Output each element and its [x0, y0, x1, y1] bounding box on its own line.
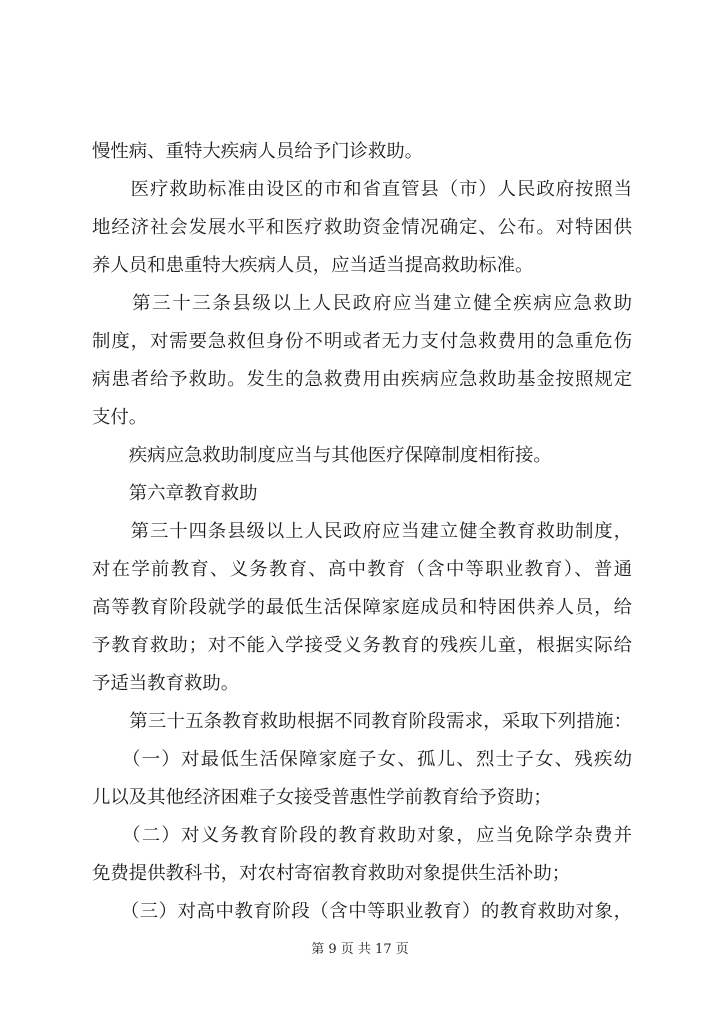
text-line: 予教育救助；对不能入学接受义务教育的残疾儿童，根据实际给	[92, 635, 632, 656]
page-number-footer: 第 9 页 共 17 页	[311, 942, 409, 957]
text-line: 高等教育阶段就学的最低生活保障家庭成员和特困供养人员，给	[92, 597, 632, 618]
body-text	[92, 133, 632, 931]
text-line: 医疗救助标准由设区的市和省直管县（市）人民政府按照当	[92, 179, 632, 200]
text-line: 养人员和患重特大疾病人员，应当适当提高救助标准。	[92, 255, 534, 276]
text-line: 儿以及其他经济困难子女接受普惠性学前教育给予资助；	[92, 787, 552, 808]
text-line: 对在学前教育、义务教育、高中教育（含中等职业教育）、普通	[92, 559, 632, 580]
text-line: 第三十四条县级以上人民政府应当建立健全教育救助制度，	[92, 521, 632, 542]
text-line: 慢性病、重特大疾病人员给予门诊救助。	[92, 141, 424, 162]
chapter-heading: 第六章教育救助	[92, 483, 258, 504]
text-line: 地经济社会发展水平和医疗救助资金情况确定、公布。对特困供	[92, 217, 632, 238]
text-line: （二）对义务教育阶段的教育救助对象，应当免除学杂费并	[92, 825, 632, 846]
text-line: 疾病应急救助制度应当与其他医疗保障制度相衔接。	[92, 445, 552, 466]
text-line: 支付。	[92, 407, 148, 428]
text-line: 第三十三条县级以上人民政府应当建立健全疾病应急救助	[92, 293, 632, 314]
text-line: 免费提供教科书，对农村寄宿教育救助对象提供生活补助；	[92, 863, 571, 884]
text-line: 病患者给予救助。发生的急救费用由疾病应急救助基金按照规定	[92, 369, 632, 390]
text-line: 制度，对需要急救但身份不明或者无力支付急救费用的急重危伤	[92, 331, 632, 352]
text-line: 予适当教育救助。	[92, 673, 240, 694]
text-line: 第三十五条教育救助根据不同教育阶段需求，采取下列措施：	[92, 711, 632, 732]
text-line: （一）对最低生活保障家庭子女、孤儿、烈士子女、残疾幼	[92, 749, 632, 770]
text-line: （三）对高中教育阶段（含中等职业教育）的教育救助对象，	[92, 901, 632, 922]
